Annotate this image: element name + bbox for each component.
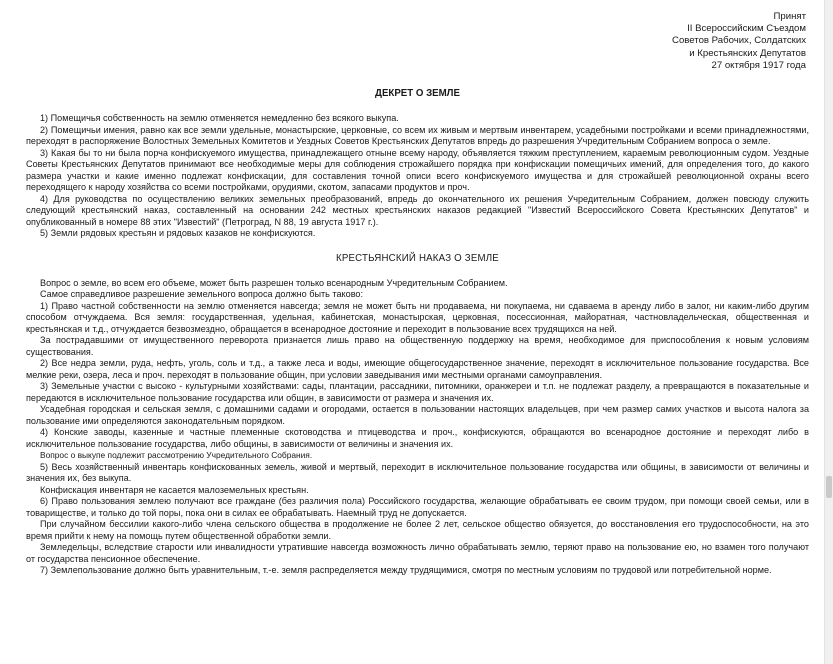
nakaz-paragraph: Конфискация инвентаря не касается малоземельных крестьян.	[40, 484, 309, 495]
nakaz-paragraph: 7) Землепользование должно быть уравнительным, т.-е. земля распределяется между трудящимися, смотря по местным условиям по трудовой или потребительной норме.	[40, 565, 772, 576]
nakaz-paragraph: 6) Право пользования землею получают все граждане (без различия пола) Российского государства, желающие обрабатывать ее своим трудом, при помощи своей семьи, или в товариществе, и только до той поры, пока они в силах ее обрабатывать. Наемный труд не допускается.	[26, 496, 809, 518]
nakaz-paragraph: 2) Все недра земли, руда, нефть, уголь, соль и т.д., а также леса и воды, имеющие общегосударственное значение, переходят в исключительное пользование государства. Все мелкие реки, озера, леса и проч. переходят в пользование общин, при условии заведывания ими местными органами самоуправления.	[26, 358, 809, 380]
approval-line: Принят	[773, 11, 806, 22]
nakaz-body	[26, 278, 809, 577]
nakaz-paragraph: Земледельцы, вследствие старости или инвалидности утратившие навсегда возможность лично обрабатывать землю, теряют право на пользование ею, но взамен того получают от государства пенсионное обеспечение.	[26, 542, 809, 564]
decree-body	[26, 113, 809, 240]
nakaz-paragraph: Самое справедливое разрешение земельного вопроса должно быть таково:	[40, 289, 364, 300]
approval-block	[26, 0, 809, 72]
nakaz-paragraph: 3) Земельные участки с высоко - культурными хозяйствами: сады, плантации, рассадники, питомники, оранжереи и т.п. не подлежат разделу, а превращаются в показательные и передаются в исключительное пользование государства или общин, в зависимости от размера и значения их.	[26, 381, 809, 403]
nakaz-paragraph: За пострадавшими от имущественного переворота признается лишь право на общественную поддержку на время, необходимое для приспособления к новым условиям существования.	[26, 335, 809, 357]
nakaz-paragraph: Вопрос о выкупе подлежит рассмотрению Учредительного Собрания.	[40, 450, 313, 461]
decree-paragraph: 1) Помещичья собственность на землю отменяется немедленно без всякого выкупа.	[40, 113, 399, 124]
nakaz-paragraph: 5) Весь хозяйственный инвентарь конфискованных земель, живой и мертвый, переходит в исключительное пользование государства или общины, в зависимости от величины и значения их, без выкупа.	[26, 461, 809, 484]
decree-paragraph: 3) Какая бы то ни была порча конфискуемого имущества, принадлежащего отныне всему народу, объявляется тяжким преступлением, караемым революционным судом. Уездные Советы Крестьянских Депутатов принимают все необходимые меры для соблюдения строжайшего порядка при конфискации помещичьих имений, для определения того, до какого размера участки и какие именно подлежат конфискации, для составления точной описи всего конфискуемого имущества и для строжайшей революционной охраны всего переходящего к народу хозяйства со всеми постройками, орудиями, скотом, запасами продуктов и проч.	[26, 147, 809, 193]
decree-title: ДЕКРЕТ О ЗЕМЛЕ	[375, 88, 460, 100]
vertical-scrollbar[interactable]	[824, 0, 833, 664]
nakaz-paragraph: Усадебная городская и сельская земля, с домашними садами и огородами, остается в пользовании настоящих владельцев, при чем размер самих участков и высота налога за пользование ими определяются законодательным порядком.	[26, 404, 809, 426]
approval-date: 27 октября 1917 года	[711, 59, 806, 71]
approval-line: Советов Рабочих, Солдатских	[672, 35, 806, 47]
approval-line: II Всероссийским Съездом	[687, 23, 806, 35]
nakaz-paragraph: 1) Право частной собственности на землю отменяется навсегда; земля не может быть ни продаваема, ни покупаема, ни сдаваема в аренду либо в залог, ни каким-либо другим способом отчуждаема. Вся земля: государственная, удельная, кабинетская, монастырская, церковная, посессионная, майоратная, частновладельческая, общественная и крестьянская и т.д., отчуждается безвозмездно, обращается в всенародное достояние и переходит в пользование всех трудящихся на ней.	[26, 300, 809, 334]
approval-line: и Крестьянских Депутатов	[689, 47, 806, 59]
nakaz-title: КРЕСТЬЯНСКИЙ НАКАЗ О ЗЕМЛЕ	[336, 252, 499, 264]
nakaz-paragraph: Вопрос о земле, во всем его объеме, может быть разрешен только всенародным Учредительным Собранием.	[40, 277, 508, 288]
decree-paragraph: 4) Для руководства по осуществлению великих земельных преобразований, впредь до окончательного их решения Учредительным Собранием, должен повсюду служить следующий крестьянский наказ, составленный на основании 242 местных крестьянских наказов редакцией "Известий Всероссийского Совета Крестьянских Депутатов" и опубликованный в номере 88 этих "Известий" (Петроград, N 88, 19 августа 1917 г.).	[26, 193, 809, 227]
nakaz-paragraph: При случайном бессилии какого-либо члена сельского общества в продолжение не более 2 лет, сельское общество обязуется, до восстановления его трудоспособности, на это время прийти к нему на помощь путем общественной обработки земли.	[26, 519, 809, 541]
decree-paragraph: 2) Помещичьи имения, равно как все земли удельные, монастырские, церковные, со всем их живым и мертвым инвентарем, усадебными постройками и всеми принадлежностями, переходят в распоряжение Волостных Земельных Комитетов и Уездных Советов Крестьянских Депутатов впредь до разрешения Учредительным Собранием вопроса о земле.	[26, 124, 809, 147]
nakaz-paragraph: 4) Конские заводы, казенные и частные племенные скотоводства и птицеводства и проч., конфискуются, обращаются во всенародное достояние и переходят либо в исключительное пользование государства, либо общины, в зависимости от величины и значения их.	[26, 427, 809, 449]
scrollbar-thumb[interactable]	[826, 476, 832, 498]
decree-paragraph: 5) Земли рядовых крестьян и рядовых казаков не конфискуются.	[40, 228, 316, 239]
